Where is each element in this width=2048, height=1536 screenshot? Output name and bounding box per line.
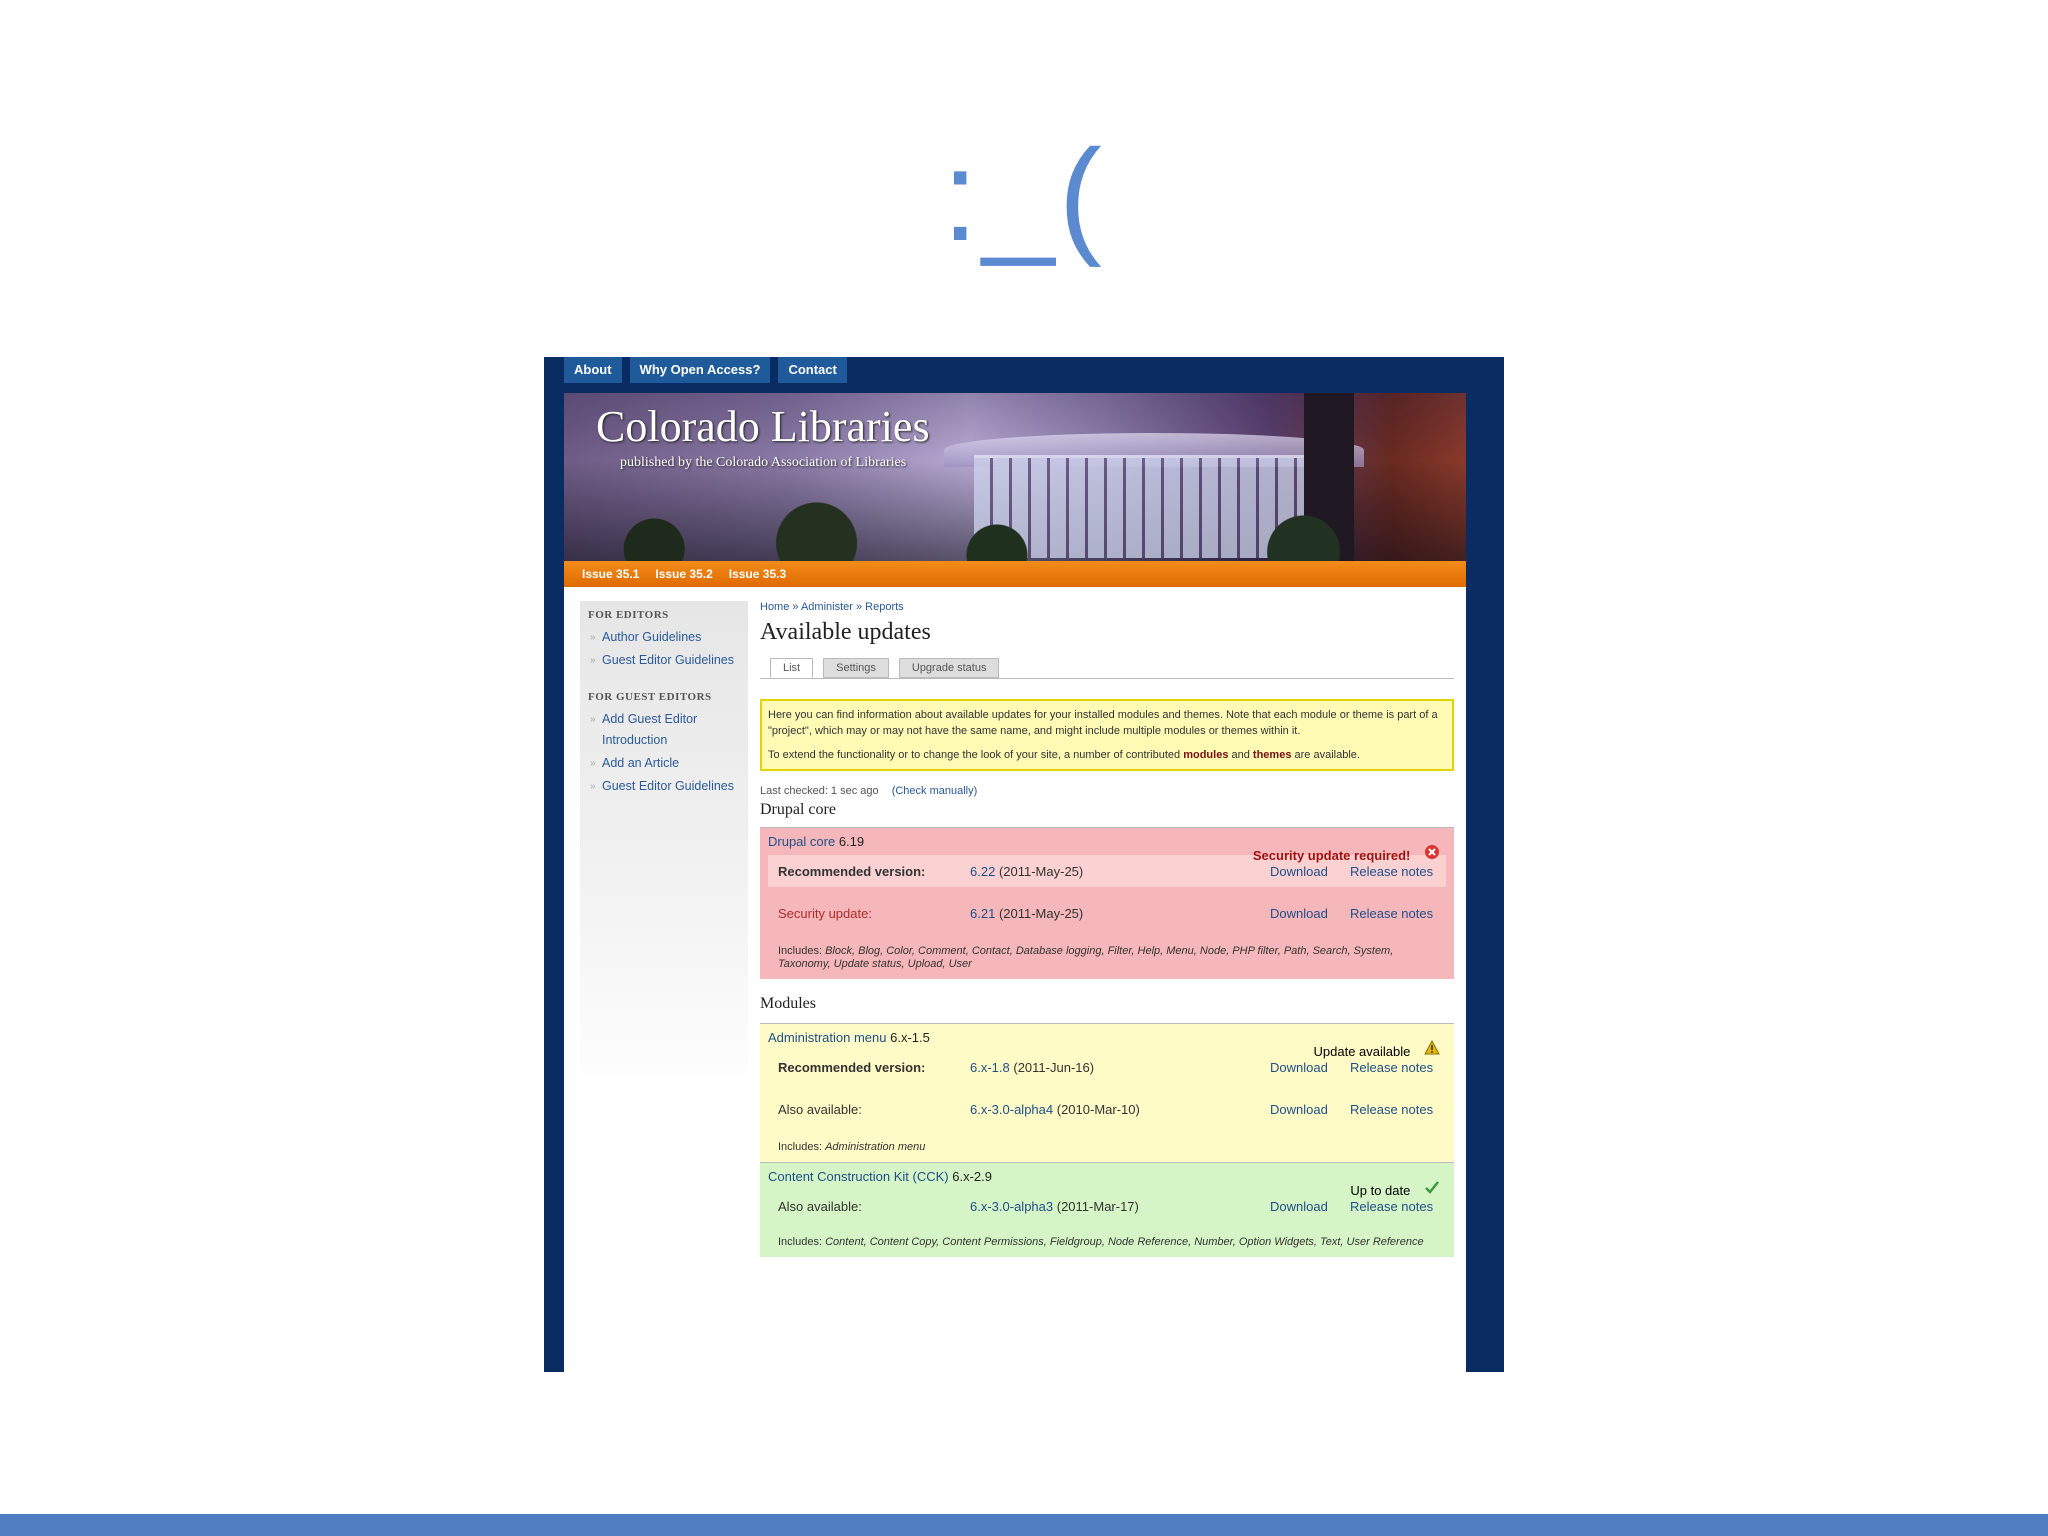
- nav-contact[interactable]: Contact: [778, 357, 846, 383]
- includes-label: Includes:: [778, 945, 823, 957]
- site-banner: [564, 393, 1466, 561]
- release-notes-link[interactable]: Release notes: [1350, 905, 1434, 921]
- includes-list: Block, Blog, Color, Comment, Contact, Database logging, Filter, Help, Menu, Node, PHP filter, Path, Search, System, Taxonomy, Update status, Upload, User: [778, 945, 1394, 970]
- modules-link[interactable]: modules: [1183, 749, 1229, 761]
- project-link[interactable]: Administration menu: [768, 1030, 887, 1045]
- release-date: (2011-Jun-16): [1013, 1059, 1095, 1075]
- includes-text: [768, 1141, 1446, 1154]
- release-version-link[interactable]: 6.x-1.8: [970, 1059, 1010, 1075]
- project-name: [768, 1169, 1446, 1184]
- project-cck: [760, 1162, 1454, 1257]
- release-row: [768, 887, 1446, 939]
- issue-bar: [564, 561, 1466, 587]
- release-label: Recommended version:: [778, 863, 926, 879]
- top-nav: [564, 357, 847, 383]
- project-version: 6.19: [838, 834, 865, 849]
- release-label: Recommended version:: [778, 1059, 926, 1075]
- includes-list: Content, Content Copy, Content Permissions, Fieldgroup, Node Reference, Number, Option Widgets, Text, User Reference: [825, 1236, 1424, 1248]
- release-version: [970, 1199, 1270, 1214]
- sidebar-link-add-guest-editor-intro[interactable]: » Add Guest Editor Introduction: [602, 709, 748, 751]
- release-version-link[interactable]: 6.21: [970, 905, 996, 921]
- status-badge: [1253, 844, 1440, 863]
- project-link[interactable]: Content Construction Kit (CCK): [768, 1169, 949, 1184]
- page-title: Available updates: [760, 619, 931, 645]
- help-box: [760, 699, 1454, 771]
- release-row: [768, 1083, 1446, 1135]
- release-row: [768, 1190, 1446, 1222]
- release-version-link[interactable]: 6.x-3.0-alpha4: [970, 1101, 1054, 1117]
- release-version-link[interactable]: 6.22: [970, 863, 996, 879]
- tab-settings[interactable]: Settings: [823, 658, 889, 678]
- error-icon: [1424, 844, 1440, 863]
- release-label: Also available:: [778, 1101, 862, 1117]
- status-text: Up to date: [1350, 1183, 1411, 1198]
- page-body: [564, 587, 1466, 1372]
- site-title[interactable]: Colorado Libraries: [596, 402, 930, 451]
- tab-list[interactable]: List: [770, 658, 813, 678]
- project-version: 6.x-2.9: [952, 1169, 992, 1184]
- includes-text: [768, 1236, 1446, 1249]
- release-date: (2011-May-25): [998, 863, 1084, 879]
- nav-why-open-access[interactable]: Why Open Access?: [630, 357, 771, 383]
- sidebar-heading-guest-editors: FOR GUEST EDITORS: [588, 691, 712, 703]
- release-notes-link[interactable]: Release notes: [1350, 1198, 1434, 1214]
- download-link[interactable]: Download: [1270, 1101, 1328, 1117]
- status-text: Security update required!: [1252, 848, 1411, 863]
- tab-upgrade-status[interactable]: Upgrade status: [899, 658, 1000, 678]
- includes-label: Includes:: [778, 1236, 823, 1248]
- help-text-2-and: and: [1231, 749, 1250, 761]
- banner-foliage: [564, 501, 1466, 561]
- breadcrumb[interactable]: Home » Administer » Reports: [760, 601, 904, 613]
- themes-link[interactable]: themes: [1252, 749, 1292, 761]
- issue-link-2[interactable]: Issue 35.2: [655, 567, 713, 581]
- release-notes-link[interactable]: Release notes: [1350, 1059, 1434, 1075]
- tab-bar: [760, 658, 1454, 679]
- slide-title: :_(: [942, 122, 1106, 268]
- check-manually-link[interactable]: (Check manually): [891, 785, 978, 797]
- includes-label: Includes:: [778, 1141, 823, 1153]
- download-link[interactable]: Download: [1270, 1198, 1328, 1214]
- issue-link-3[interactable]: Issue 35.3: [728, 567, 787, 581]
- site-subtitle: published by the Colorado Association of Libraries: [620, 455, 907, 470]
- nav-about[interactable]: About: [564, 357, 622, 383]
- download-link[interactable]: Download: [1270, 863, 1328, 879]
- download-link[interactable]: Download: [1270, 905, 1328, 921]
- issue-link-1[interactable]: Issue 35.1: [582, 567, 640, 581]
- project-admin-menu: [760, 1023, 1454, 1162]
- screenshot: [544, 357, 1504, 1372]
- last-checked-text: Last checked: 1 sec ago: [760, 785, 879, 797]
- help-text-2-pre: To extend the functionality or to change the look of your site, a number of contributed: [768, 749, 1181, 761]
- sidebar-link-author-guidelines[interactable]: » Author Guidelines: [602, 627, 748, 648]
- release-notes-link[interactable]: Release notes: [1350, 863, 1434, 879]
- project-version: 6.x-1.5: [890, 1030, 930, 1045]
- main-content: [760, 601, 1454, 1257]
- sidebar-link-guest-editor-guidelines[interactable]: » Guest Editor Guidelines: [602, 650, 748, 671]
- includes-list: Administration menu: [825, 1141, 926, 1153]
- sidebar-heading-editors: FOR EDITORS: [588, 609, 669, 621]
- sidebar: [580, 601, 748, 1372]
- checkmark-icon: [1424, 1179, 1440, 1198]
- release-version-link[interactable]: 6.x-3.0-alpha3: [970, 1198, 1054, 1214]
- sidebar-link-guest-editor-guidelines-2[interactable]: » Guest Editor Guidelines: [602, 776, 748, 797]
- download-link[interactable]: Download: [1270, 1059, 1328, 1075]
- sidebar-link-add-article[interactable]: » Add an Article: [602, 753, 748, 774]
- project-drupal-core: [760, 827, 1454, 979]
- release-date: (2011-May-25): [998, 905, 1084, 921]
- project-link[interactable]: Drupal core: [768, 834, 836, 849]
- help-text-1: Here you can find information about available updates for your installed modules and themes. Note that each module or theme is part of a "project", which may or may not have the same name, and might include multiple modules or themes within it.: [768, 709, 1438, 737]
- release-date: (2011-Mar-17): [1056, 1198, 1139, 1214]
- help-text-2-post: are available.: [1294, 749, 1360, 761]
- release-label: Also available:: [778, 1198, 862, 1214]
- release-date: (2010-Mar-10): [1056, 1101, 1140, 1117]
- release-version: [970, 1102, 1270, 1117]
- release-version: [970, 1060, 1270, 1075]
- release-version: [970, 906, 1270, 921]
- status-text: Update available: [1313, 1044, 1411, 1059]
- help-text-2: [768, 747, 1446, 763]
- release-label: Security update:: [778, 905, 872, 921]
- includes-text: [768, 945, 1446, 971]
- release-version: [970, 864, 1270, 879]
- section-modules: Modules: [760, 995, 816, 1012]
- status-badge: [1350, 1179, 1440, 1198]
- status-badge: [1314, 1040, 1440, 1059]
- bottom-accent-bar: [0, 1514, 2048, 1536]
- last-checked: [760, 785, 1454, 797]
- release-notes-link[interactable]: Release notes: [1350, 1101, 1434, 1117]
- warning-icon: [1424, 1040, 1440, 1059]
- section-drupal-core: Drupal core: [760, 801, 836, 818]
